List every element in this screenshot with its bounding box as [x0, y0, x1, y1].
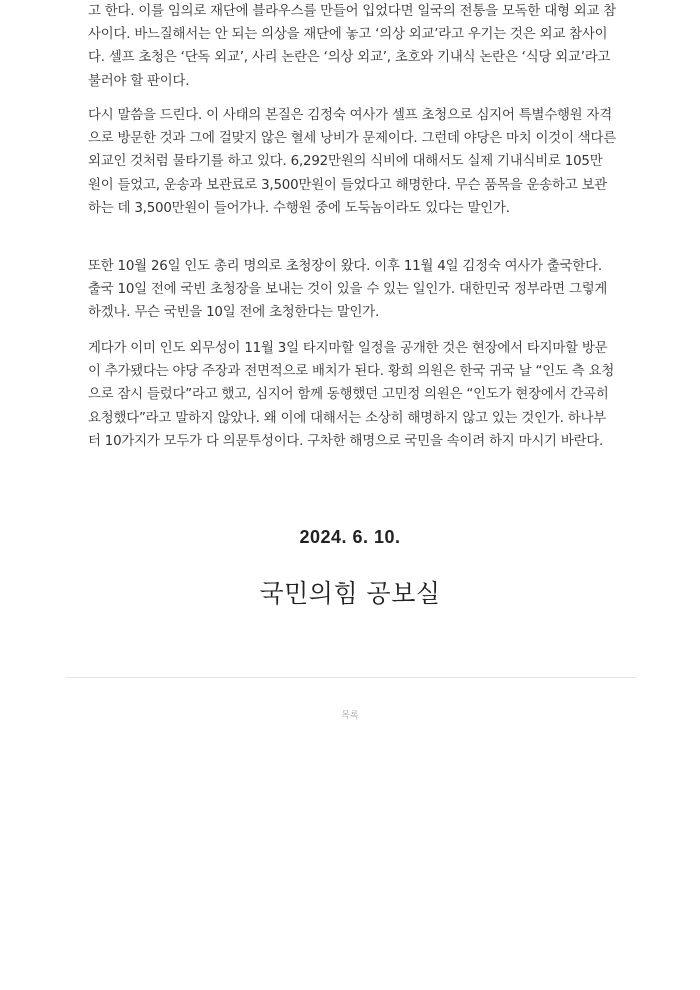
- article-paragraph: 다시 말씀을 드린다. 이 사태의 본질은 김정숙 여사가 셀프 초청으로 심지어 특별수행원 자격으로 방문한 것과 그에 걸맞지 않은 혈세 낭비가 문제이다. 그런데 야당은 마치 이것이 색다른 외교인 것처럼 물타기를 하고 있다. 6,292만원의 식비에 대해서도 실제 기내식비로 105만 원이 들었고, 운송과 보관료로 3,500만원이 들었다고 해명한다. 무슨 품목을 운송하고 보관하는 데 3,500만원이 들어가나. 수행원 중에 도둑놈이라도 있다는 말인가.: [88, 108, 616, 216]
- article-paragraph: 고 한다. 이를 임의로 재단에 블라우스를 만들어 입었다면 일국의 전통을 모독한 대형 외교 참사이다. 바느질해서는 안 되는 의상을 재단에 놓고 ‘의상 외교’라고 우기는 것은 외교 참사이다. 셀프 초청은 ‘단독 외교’, 사리 논란은 ‘의상 외교’, 초호와 기내식 논란은 ‘식당 외교’라고 불러야 할 판이다.: [88, 4, 616, 89]
- section-divider: [66, 677, 636, 678]
- back-to-list-link[interactable]: 목록: [341, 711, 359, 721]
- article-paragraph: 또한 10월 26일 인도 총리 명의로 초청장이 왔다. 이후 11월 4일 김정숙 여사가 출국한다. 출국 10일 전에 국빈 초청장을 보내는 것이 있을 수 있는 일인가. 대한민국 정부라면 그렇게 하겠나. 무슨 국빈을 10일 전에 초청한다는 말인가.: [88, 259, 608, 321]
- issuing-organization: 국민의힘 공보실: [259, 579, 441, 608]
- release-date: 2024. 6. 10.: [299, 527, 401, 547]
- article-paragraph: 게다가 이미 인도 외무성이 11월 3일 타지마할 일정을 공개한 것은 현장에서 타지마할 방문이 추가됐다는 야당 주장과 전면적으로 배치가 된다. 황희 의원은 한국 귀국 날 “인도 측 요청으로 잠시 들렀다”라고 했고, 심지어 함께 동행했던 고민정 의원은 “인도가 현장에서 간곡히 요청했다”라고 말하지 않았나. 왜 이에 대해서는 소상히 해명하지 않고 있는 것인가. 하나부터 10가지가 모두가 다 의문투성이다. 구차한 해명으로 국민을 속이려 하지 마시기 바란다.: [88, 341, 615, 449]
